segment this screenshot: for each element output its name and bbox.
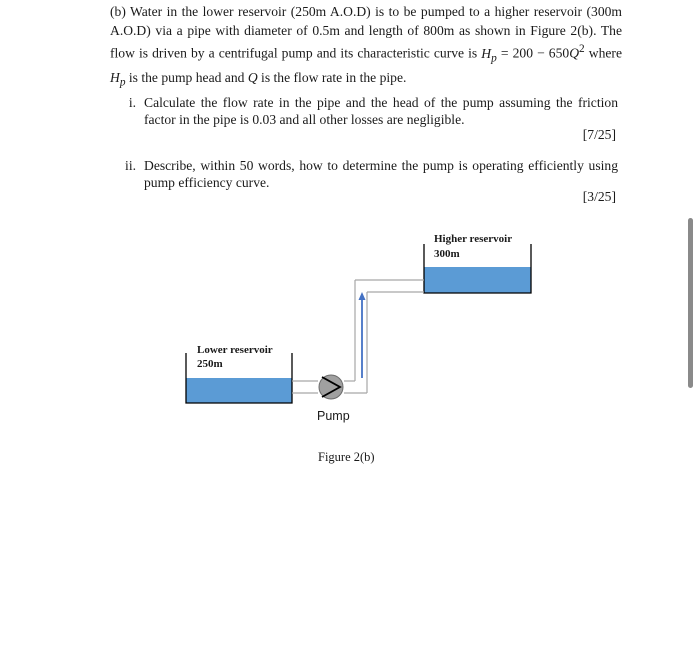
- intro-text: (b) Water in the lower reservoir (250m A.O.D) is to be pumped to a higher reservoir (300m A.O.D) via a pipe with diameter of 0.5m and length of 800m as shown in Figure 2(b). The flow is driven by a centrifugal pump and its characteristic curve is: [110, 4, 622, 61]
- flow-symbol-2: Q: [247, 70, 258, 86]
- figure-caption: Figure 2(b): [318, 450, 375, 464]
- pump-label: Pump: [317, 409, 350, 423]
- lower-reservoir-water: [186, 378, 292, 403]
- pipe: [292, 280, 424, 393]
- lower-reservoir-elevation: 250m: [197, 358, 223, 370]
- scrollbar[interactable]: [688, 218, 693, 388]
- equation-exponent: 2: [579, 43, 585, 55]
- question-ii-marks: [3/25]: [582, 189, 616, 204]
- problem-statement: (b) Water in the lower reservoir (250m A.O.D) is to be pumped to a higher reservoir (300m A.O.D) via a pipe with diameter of 0.5m and length of 800m as shown in Figure 2(b). The flow is driven by a centrifugal pump and its characteristic curve is $H_p = 200 - 650Q^2$ where $H_p$ is the pump head and Q is the flow rate in the pipe.: [110, 4, 622, 89]
- lower-reservoir-title: Lower reservoir: [197, 344, 273, 356]
- higher-reservoir-water: [424, 267, 531, 293]
- equation-rhs: = 200 − 650: [496, 45, 570, 61]
- question-text: Calculate the flow rate in the pipe and the head of the pump assuming the friction factor in the pipe is 0.03 and all other losses are negligible.: [144, 95, 618, 127]
- question-number: i.: [128, 95, 136, 110]
- question-text: Describe, within 50 words, how to determine the pump is operating efficiently using pump efficiency curve.: [144, 158, 618, 190]
- pump-head-symbol: $H_p$: [481, 45, 497, 65]
- pump-head-symbol-2: $H_p$: [110, 70, 126, 89]
- flow-arrowhead-icon: [359, 292, 366, 300]
- higher-reservoir-elevation: 300m: [434, 248, 460, 260]
- flow-symbol: Q: [569, 45, 580, 61]
- question-i-marks: [7/25]: [582, 127, 616, 142]
- higher-reservoir-title: Higher reservoir: [434, 233, 513, 245]
- question-number: ii.: [125, 158, 136, 173]
